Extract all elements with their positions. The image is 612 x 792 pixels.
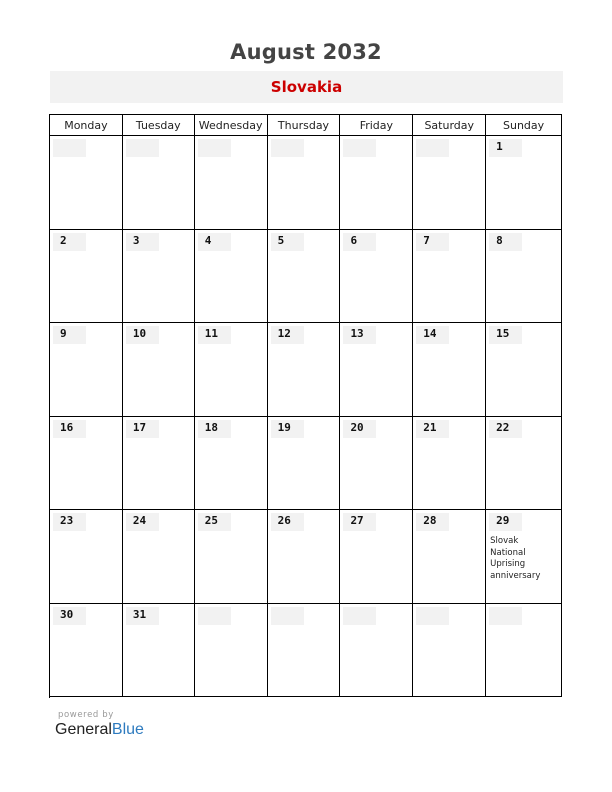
day-number: 29 — [496, 514, 510, 527]
weekday-header-thursday: Thursday — [268, 115, 341, 136]
day-cell[interactable] — [195, 417, 268, 511]
day-cell[interactable] — [413, 136, 486, 230]
day-cell[interactable] — [50, 604, 123, 698]
day-cell[interactable] — [340, 417, 413, 511]
day-number: 3 — [132, 233, 140, 247]
day-number: 20 — [350, 420, 364, 434]
day-cell[interactable] — [413, 510, 486, 604]
day-number: 2 — [60, 233, 67, 247]
weekday-header-monday: Monday — [50, 115, 123, 136]
week-row — [50, 323, 562, 417]
day-number: 1 — [496, 140, 503, 153]
day-cell[interactable] — [50, 136, 123, 230]
day-number: 22 — [496, 420, 510, 434]
day-number-box — [126, 233, 159, 251]
day-number: 8 — [496, 233, 503, 247]
day-number: 28 — [423, 514, 437, 527]
day-cell[interactable] — [268, 604, 341, 698]
day-number: 9 — [60, 327, 67, 340]
day-number-box — [343, 233, 376, 251]
calendar-grid — [49, 114, 562, 698]
day-cell[interactable] — [268, 230, 341, 324]
day-cell[interactable] — [123, 417, 195, 511]
day-cell[interactable] — [50, 230, 123, 324]
day-number: 26 — [277, 514, 291, 527]
day-number: 13 — [350, 327, 364, 340]
day-number: 19 — [277, 420, 291, 434]
day-cell[interactable] — [486, 323, 562, 417]
day-cell[interactable] — [413, 230, 486, 324]
day-cell[interactable] — [195, 136, 268, 230]
day-number-box — [489, 607, 522, 625]
day-number: 14 — [423, 327, 437, 340]
day-cell[interactable] — [123, 323, 195, 417]
day-cell[interactable] — [123, 230, 195, 324]
day-number-box — [126, 139, 159, 157]
day-cell[interactable] — [413, 417, 486, 511]
day-number-box — [198, 139, 231, 157]
day-number: 15 — [496, 327, 510, 340]
day-cell[interactable] — [486, 417, 562, 511]
day-number-box — [489, 233, 522, 251]
brand-blue-text: Blue — [111, 721, 144, 738]
week-row — [50, 136, 562, 230]
day-cell[interactable] — [123, 136, 195, 230]
day-cell[interactable] — [50, 417, 123, 511]
day-number-box — [53, 326, 86, 344]
day-number: 11 — [204, 327, 218, 340]
day-number: 10 — [132, 327, 147, 340]
country-bar — [50, 71, 563, 103]
day-cell[interactable] — [340, 323, 413, 417]
day-cell[interactable] — [413, 604, 486, 698]
brand-general-text: General — [55, 721, 112, 738]
day-number-box — [416, 139, 449, 157]
day-cell[interactable] — [195, 230, 268, 324]
day-number: 18 — [204, 420, 218, 434]
day-number: 21 — [423, 420, 437, 434]
week-row — [50, 230, 562, 324]
day-number: 25 — [204, 514, 218, 527]
day-number-box — [416, 233, 449, 251]
day-number: 17 — [132, 420, 147, 434]
day-cell[interactable] — [195, 323, 268, 417]
day-cell[interactable] — [123, 604, 195, 698]
day-number-box — [489, 139, 522, 157]
day-cell[interactable] — [195, 510, 268, 604]
weekday-header-wednesday: Wednesday — [195, 115, 268, 136]
day-cell[interactable] — [486, 136, 562, 230]
day-number: 23 — [60, 514, 74, 527]
day-number: 4 — [204, 233, 212, 247]
holiday-event: Slovak National Uprising anniversary — [490, 536, 541, 581]
day-number: 12 — [277, 327, 291, 340]
day-cell[interactable] — [268, 323, 341, 417]
day-number: 16 — [60, 420, 74, 434]
day-number-box — [198, 233, 231, 251]
calendar-title: August 2032 — [230, 40, 382, 64]
day-number: 27 — [350, 514, 364, 527]
day-cell[interactable] — [340, 230, 413, 324]
day-cell[interactable] — [486, 604, 562, 698]
day-number-box — [271, 139, 304, 157]
day-number-box — [53, 139, 86, 157]
day-number-box — [271, 607, 304, 625]
weekday-header-sunday: Sunday — [486, 115, 562, 136]
day-number: 6 — [350, 233, 358, 247]
week-row — [50, 510, 562, 604]
powered-by-label: powered by — [58, 710, 114, 720]
day-number: 7 — [423, 233, 430, 247]
day-cell[interactable] — [50, 323, 123, 417]
day-number-box — [416, 607, 449, 625]
day-number-box — [343, 607, 376, 625]
day-number-box — [198, 607, 231, 625]
weekday-header-row — [50, 115, 562, 136]
day-cell[interactable] — [195, 604, 268, 698]
country-name: Slovakia — [270, 78, 343, 96]
day-number: 31 — [132, 607, 147, 621]
day-number-box — [271, 233, 304, 251]
day-cell[interactable] — [486, 230, 562, 324]
day-cell[interactable] — [123, 510, 195, 604]
weekday-header-tuesday: Tuesday — [123, 115, 195, 136]
day-number-box — [53, 233, 86, 251]
day-cell[interactable] — [50, 510, 123, 604]
day-cell[interactable] — [340, 510, 413, 604]
week-row — [50, 604, 562, 698]
day-cell[interactable] — [413, 323, 486, 417]
day-cell[interactable] — [268, 417, 341, 511]
day-cell[interactable] — [486, 510, 562, 604]
day-number: 24 — [132, 514, 147, 527]
day-cell[interactable] — [340, 136, 413, 230]
day-cell[interactable] — [340, 604, 413, 698]
day-number: 5 — [277, 233, 285, 247]
day-cell[interactable] — [268, 136, 341, 230]
generalblue-logo[interactable] — [55, 721, 144, 739]
day-number: 30 — [60, 607, 74, 621]
day-number-box — [343, 139, 376, 157]
weekday-header-saturday: Saturday — [413, 115, 486, 136]
weekday-header-friday: Friday — [340, 115, 413, 136]
week-row — [50, 417, 562, 511]
day-cell[interactable] — [268, 510, 341, 604]
